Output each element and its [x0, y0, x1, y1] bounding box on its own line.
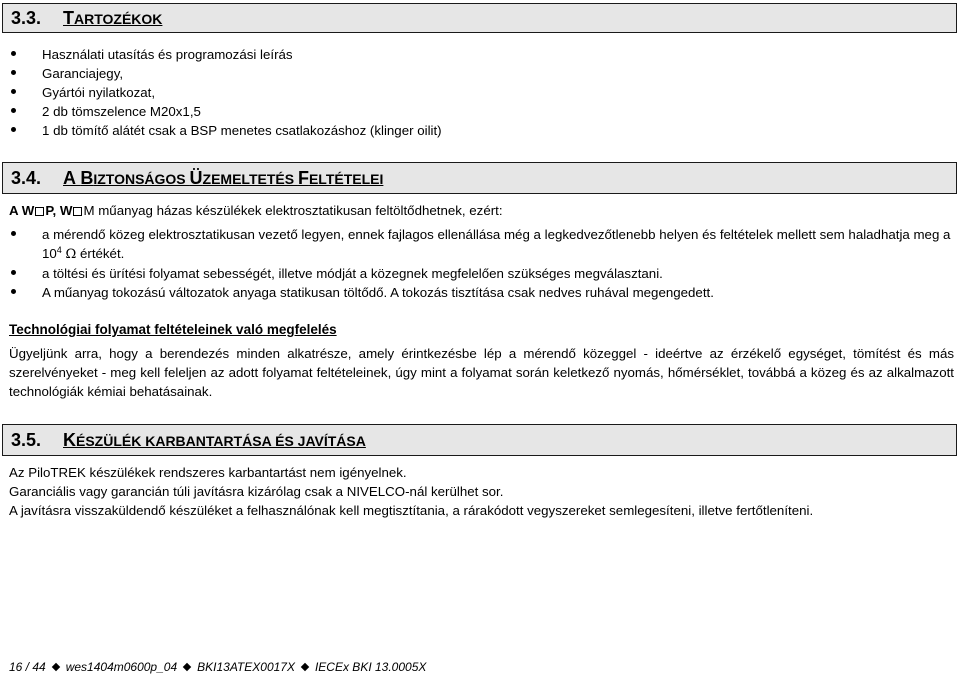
page-number: 16 / 44 [9, 660, 46, 674]
box-symbol-icon [73, 207, 82, 216]
section-number: 3.3. [11, 7, 42, 28]
section-title: KÉSZÜLÉK KARBANTARTÁSA ÉS JAVÍTÁSA [63, 429, 366, 450]
section-number: 3.5. [11, 429, 42, 450]
list-item: Garanciajegy, [0, 64, 957, 83]
list-item: 2 db tömszelence M20x1,5 [0, 102, 957, 121]
page-footer [9, 660, 426, 674]
list-item: 1 db tömítő alátét csak a BSP menetes csatlakozáshoz (klinger oilit) [0, 121, 957, 140]
text-line: Az PiloTREK készülékek rendszeres karbantartást nem igényelnek. [9, 465, 407, 480]
section-heading-3-5 [2, 424, 957, 456]
subheading: Technológiai folyamat feltételeinek való megfelelés [9, 322, 337, 337]
section-title: TARTOZÉKOK [63, 7, 163, 28]
section-heading-3-4 [2, 162, 957, 194]
iecex-code: IECEx BKI 13.0005X [314, 660, 427, 674]
box-symbol-icon [35, 207, 44, 216]
accessories-list [0, 45, 957, 140]
diamond-icon [51, 663, 59, 671]
text-line: A javításra visszaküldendő készüléket a felhasználónak kell megtisztítania, a rárakódott vegyszereket semlegesíteni, illetve fertőtleníteni. [9, 503, 814, 518]
diamond-icon [301, 663, 309, 671]
diamond-icon [183, 663, 191, 671]
section-title: A BIZTONSÁGOS ÜZEMELTETÉS FELTÉTELEI [63, 167, 384, 188]
list-item: a mérendő közeg elektrosztatikusan vezető legyen, ennek fajlagos ellenállása még a legkedvezőtlenebb helyen és feltételek mellett sem haladhatja meg a $10^4$ Ω értékét. [0, 225, 957, 264]
section-number: 3.4. [11, 167, 42, 188]
maintenance-paragraph [9, 463, 954, 520]
safety-list [0, 225, 957, 302]
omega-symbol: Ω [65, 247, 77, 262]
list-item: a töltési és ürítési folyamat sebességét, illetve módját a közegnek megfelelően szükséges megválasztani. [0, 264, 957, 283]
intro-paragraph: A W P, W M műanyag házas készülékek elektrosztatikusan feltöltődhetnek, ezért: [9, 203, 503, 218]
section-heading-3-3 [2, 3, 957, 33]
process-paragraph: Ügyeljünk arra, hogy a berendezés minden alkatrésze, amely érintkezésbe lép a mérendő közeggel - ideértve az érzékelő egységet, tömítést és más szerelvényeket - meg kell feleljen az adott folyamat feltételeinek, úgy mint a folyamat során keletkező nyomás, hőmérséklet, továbbá a közeg és az alkalmazott technológiák kémiai behatásainak. [9, 346, 954, 399]
list-item: Gyártói nyilatkozat, [0, 83, 957, 102]
document-code: wes1404m0600p_04 [65, 660, 178, 674]
list-item: A műanyag tokozású változatok anyaga statikusan töltődő. A tokozás tisztítása csak nedves ruhával megengedett. [0, 283, 957, 302]
text-line: Garanciális vagy garancián túli javításra kizárólag csak a NIVELCO-nál kerülhet sor. [9, 484, 504, 499]
atex-code: BKI13ATEX0017X [197, 660, 295, 674]
list-item: Használati utasítás és programozási leírás [0, 45, 957, 64]
